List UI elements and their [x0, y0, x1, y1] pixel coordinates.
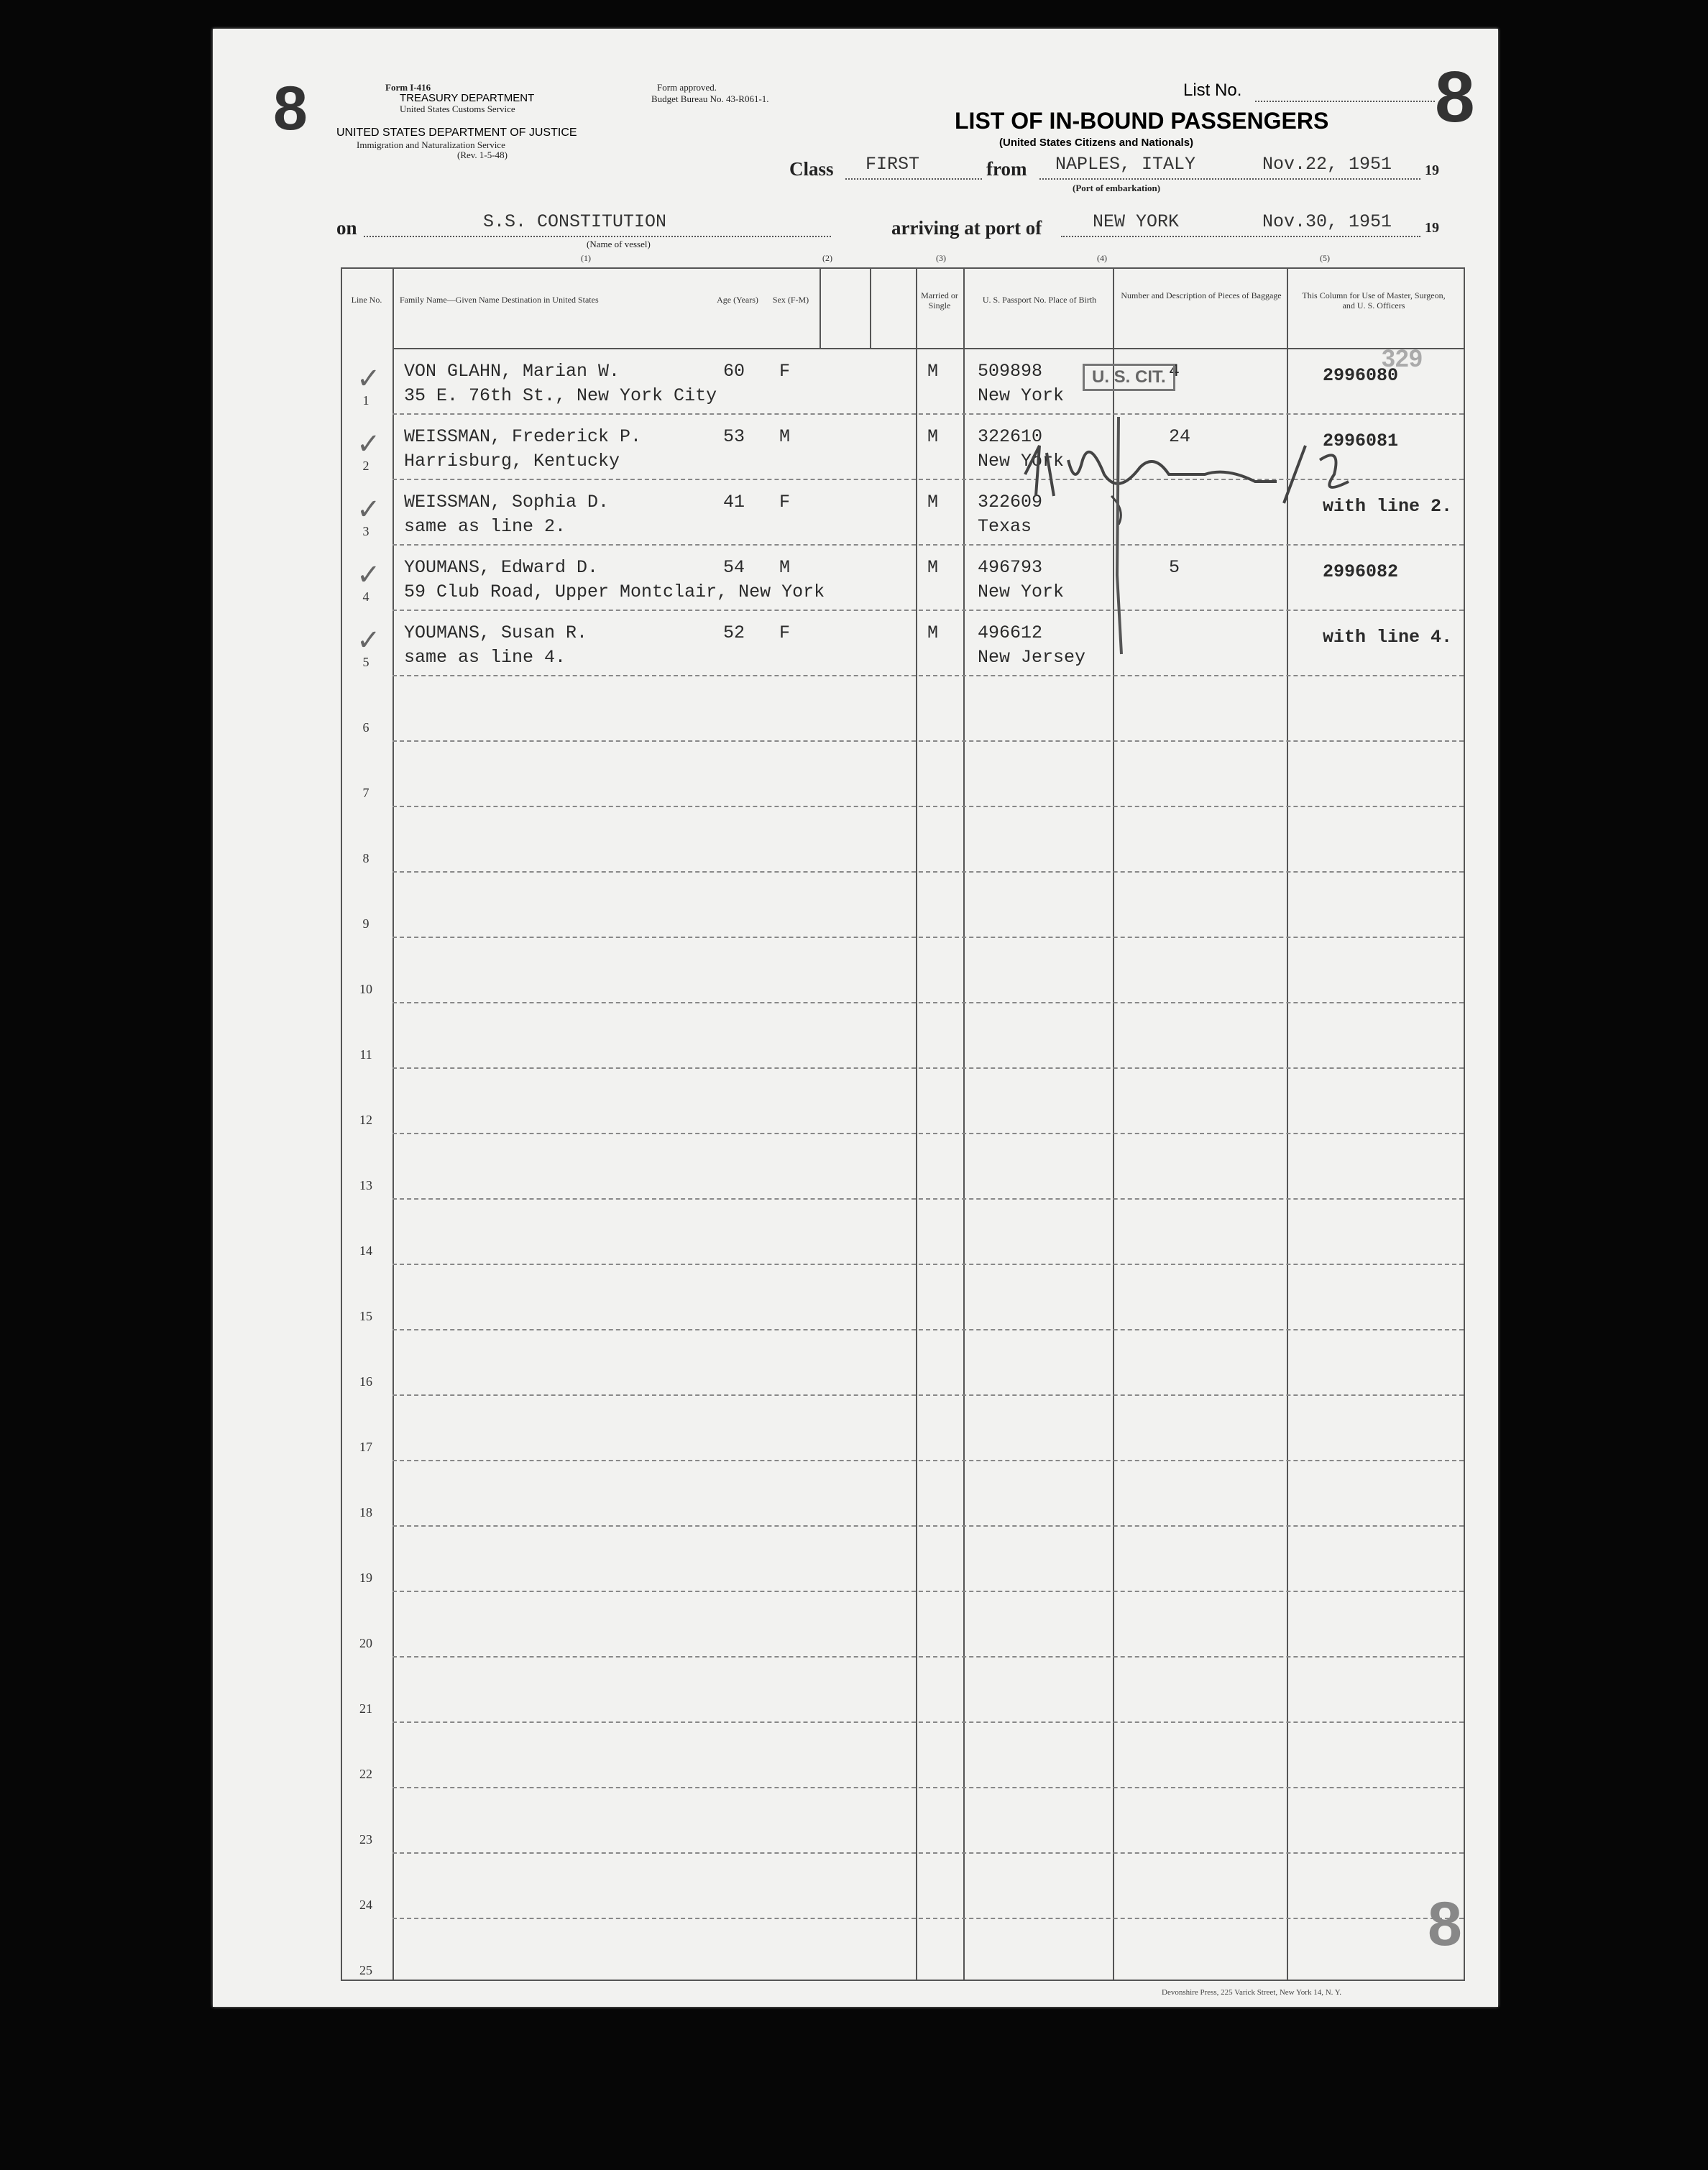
col-number-3: (3): [936, 253, 946, 263]
class-value: FIRST: [866, 154, 920, 175]
passenger-age: 53: [723, 426, 745, 447]
line-number: 20: [359, 1636, 372, 1650]
row-divider: [392, 740, 1464, 742]
passenger-name: YOUMANS, Edward D.: [404, 557, 599, 578]
line-number: 6: [362, 720, 369, 735]
line-number: 15: [359, 1309, 372, 1323]
row-divider: [392, 1918, 1464, 1919]
passenger-sex: F: [779, 492, 791, 512]
budget-bureau: Budget Bureau No. 43-R061-1.: [651, 93, 769, 104]
line-number: 23: [359, 1832, 372, 1847]
dept-justice: UNITED STATES DEPARTMENT OF JUSTICE: [336, 127, 577, 139]
row-divider: [392, 871, 1464, 873]
row-divider: [392, 1264, 1464, 1265]
passenger-destination: same as line 2.: [404, 516, 566, 537]
check-mark-icon: ✓: [357, 493, 381, 526]
passenger-sex: M: [779, 557, 791, 578]
row-divider: [392, 806, 1464, 807]
corner-mark: 8: [273, 74, 308, 143]
check-mark-icon: ✓: [357, 624, 381, 657]
row-divider: [392, 1198, 1464, 1200]
col-number-1: (1): [581, 253, 591, 263]
passport-number: 496793: [978, 557, 1043, 578]
year-suffix-arrival: 19: [1425, 220, 1439, 236]
line-number: 22: [359, 1767, 372, 1781]
list-number: 8: [1435, 57, 1475, 137]
officer-note: with line 4.: [1323, 627, 1453, 648]
birthplace: New York: [978, 385, 1065, 406]
col-header-line: Line No.: [351, 295, 382, 305]
passenger-age: 52: [723, 622, 745, 643]
check-mark-icon: ✓: [357, 558, 381, 592]
col-header-sex: Sex (F-M): [772, 295, 809, 305]
passenger-name: VON GLAHN, Marian W.: [404, 361, 620, 382]
row-divider: [392, 1133, 1464, 1134]
from-label: from: [986, 158, 1027, 180]
row-divider: [392, 1525, 1464, 1527]
passenger-destination: same as line 4.: [404, 647, 566, 668]
passenger-age: 54: [723, 557, 745, 578]
passenger-sex: F: [779, 622, 791, 643]
passport-number: 509898: [978, 361, 1043, 382]
list-no-label: List No.: [1183, 81, 1242, 100]
col-number-5: (5): [1320, 253, 1330, 263]
line-number: 3: [362, 524, 369, 538]
passenger-marital: M: [927, 492, 939, 512]
port-caption: (Port of embarkation): [1073, 183, 1161, 193]
class-label: Class: [789, 158, 834, 180]
row-divider: [392, 1787, 1464, 1788]
passenger-marital: M: [927, 426, 939, 447]
baggage-count: 24: [1169, 426, 1191, 447]
col-number-2: (2): [822, 253, 832, 263]
arrival-date: Nov.30, 1951: [1262, 211, 1392, 232]
birthplace: New Jersey: [978, 647, 1086, 668]
baggage-count: 4: [1169, 361, 1180, 382]
form-title: LIST OF IN-BOUND PASSENGERS: [955, 108, 1329, 134]
line-number: 8: [362, 851, 369, 865]
row-divider: [392, 1460, 1464, 1461]
printer-credit: Devonshire Press, 225 Varick Street, New York 14, N. Y.: [1162, 1988, 1342, 1997]
ins-service: Immigration and Naturalization Service: [357, 139, 505, 150]
col-header-married: Married or Single: [921, 290, 958, 311]
line-number: 25: [359, 1963, 372, 1977]
form-subtitle: (United States Citizens and Nationals): [999, 137, 1194, 149]
check-line: [1104, 417, 1133, 668]
col-header-officers: This Column for Use of Master, Surgeon, and U. S. Officers: [1302, 290, 1446, 311]
row-divider: [392, 937, 1464, 938]
passenger-sex: M: [779, 426, 791, 447]
officer-note: with line 2.: [1323, 496, 1453, 517]
row-divider: [392, 1852, 1464, 1854]
col-header-passport: U. S. Passport No. Place of Birth: [982, 295, 1097, 305]
line-number: 1: [362, 393, 369, 408]
line-number: 18: [359, 1505, 372, 1520]
manifest-page: [213, 29, 1498, 2007]
row-divider: [392, 610, 1464, 611]
check-mark-icon: ✓: [357, 428, 381, 461]
row-divider: [392, 1394, 1464, 1396]
line-number: 16: [359, 1374, 372, 1389]
row-divider: [392, 1656, 1464, 1658]
col-header-age: Age (Years): [717, 295, 758, 305]
line-number: 21: [359, 1701, 372, 1716]
col-header-name: Family Name—Given Name Destination in United States: [400, 295, 599, 305]
line-number: 5: [362, 655, 369, 669]
line-number: 14: [359, 1243, 372, 1258]
port-embarkation: NAPLES, ITALY: [1055, 154, 1196, 175]
birthplace: Texas: [978, 516, 1032, 537]
birthplace: New York: [978, 451, 1065, 472]
row-divider: [392, 1002, 1464, 1003]
uscit-stamp: U. S. CIT.: [1083, 364, 1175, 391]
line-number: 10: [359, 982, 372, 996]
passenger-sex: F: [779, 361, 791, 382]
passenger-age: 60: [723, 361, 745, 382]
birthplace: New York: [978, 581, 1065, 602]
form-number: Form I-416: [385, 82, 431, 93]
form-approved: Form approved.: [657, 82, 717, 93]
handwritten-signature: [1018, 431, 1449, 525]
passenger-age: 41: [723, 492, 745, 512]
passport-number: 496612: [978, 622, 1043, 643]
passport-number: 322610: [978, 426, 1043, 447]
on-label: on: [336, 217, 357, 239]
line-number: 13: [359, 1178, 372, 1192]
vessel-name: S.S. CONSTITUTION: [483, 211, 667, 232]
arriving-label: arriving at port of: [891, 217, 1042, 239]
row-divider: [392, 544, 1464, 546]
line-number: 17: [359, 1440, 372, 1454]
passenger-destination: Harrisburg, Kentucky: [404, 451, 620, 472]
line-number: 2: [362, 459, 369, 473]
passenger-name: YOUMANS, Susan R.: [404, 622, 588, 643]
corner-mark-bottom: 8: [1428, 1890, 1462, 1959]
treasury-dept: TREASURY DEPARTMENT: [400, 92, 535, 104]
row-divider: [392, 1721, 1464, 1723]
arrival-port: NEW YORK: [1093, 211, 1180, 232]
revision: (Rev. 1-5-48): [457, 150, 508, 160]
line-number: 19: [359, 1571, 372, 1585]
line-number: 12: [359, 1113, 372, 1127]
passenger-name: WEISSMAN, Sophia D.: [404, 492, 610, 512]
line-number: 4: [362, 589, 369, 604]
passenger-marital: M: [927, 622, 939, 643]
row-divider: [392, 1067, 1464, 1069]
passenger-destination: 35 E. 76th St., New York City: [404, 385, 717, 406]
row-divider: [392, 413, 1464, 415]
customs-service: United States Customs Service: [400, 104, 515, 114]
line-number: 9: [362, 916, 369, 931]
line-number: 24: [359, 1898, 372, 1912]
passport-number: 322609: [978, 492, 1043, 512]
passenger-marital: M: [927, 361, 939, 382]
passenger-marital: M: [927, 557, 939, 578]
line-number: 11: [359, 1047, 372, 1062]
row-divider: [392, 1329, 1464, 1330]
row-divider: [392, 675, 1464, 676]
passenger-name: WEISSMAN, Frederick P.: [404, 426, 642, 447]
officer-note: 2996082: [1323, 561, 1399, 582]
col-header-baggage: Number and Description of Pieces of Baggage: [1121, 290, 1282, 300]
officer-note: 2996081: [1323, 431, 1399, 451]
year-suffix: 19: [1425, 162, 1439, 178]
officer-note: 2996080: [1323, 365, 1399, 386]
departure-date: Nov.22, 1951: [1262, 154, 1392, 175]
passenger-destination: 59 Club Road, Upper Montclair, New York: [404, 581, 825, 602]
line-number: 7: [362, 786, 369, 800]
baggage-count: 5: [1169, 557, 1180, 578]
check-mark-icon: ✓: [357, 362, 381, 395]
stamp-number: 329: [1382, 345, 1423, 372]
col-number-4: (4): [1097, 253, 1107, 263]
row-divider: [392, 1591, 1464, 1592]
vessel-caption: (Name of vessel): [587, 239, 651, 249]
